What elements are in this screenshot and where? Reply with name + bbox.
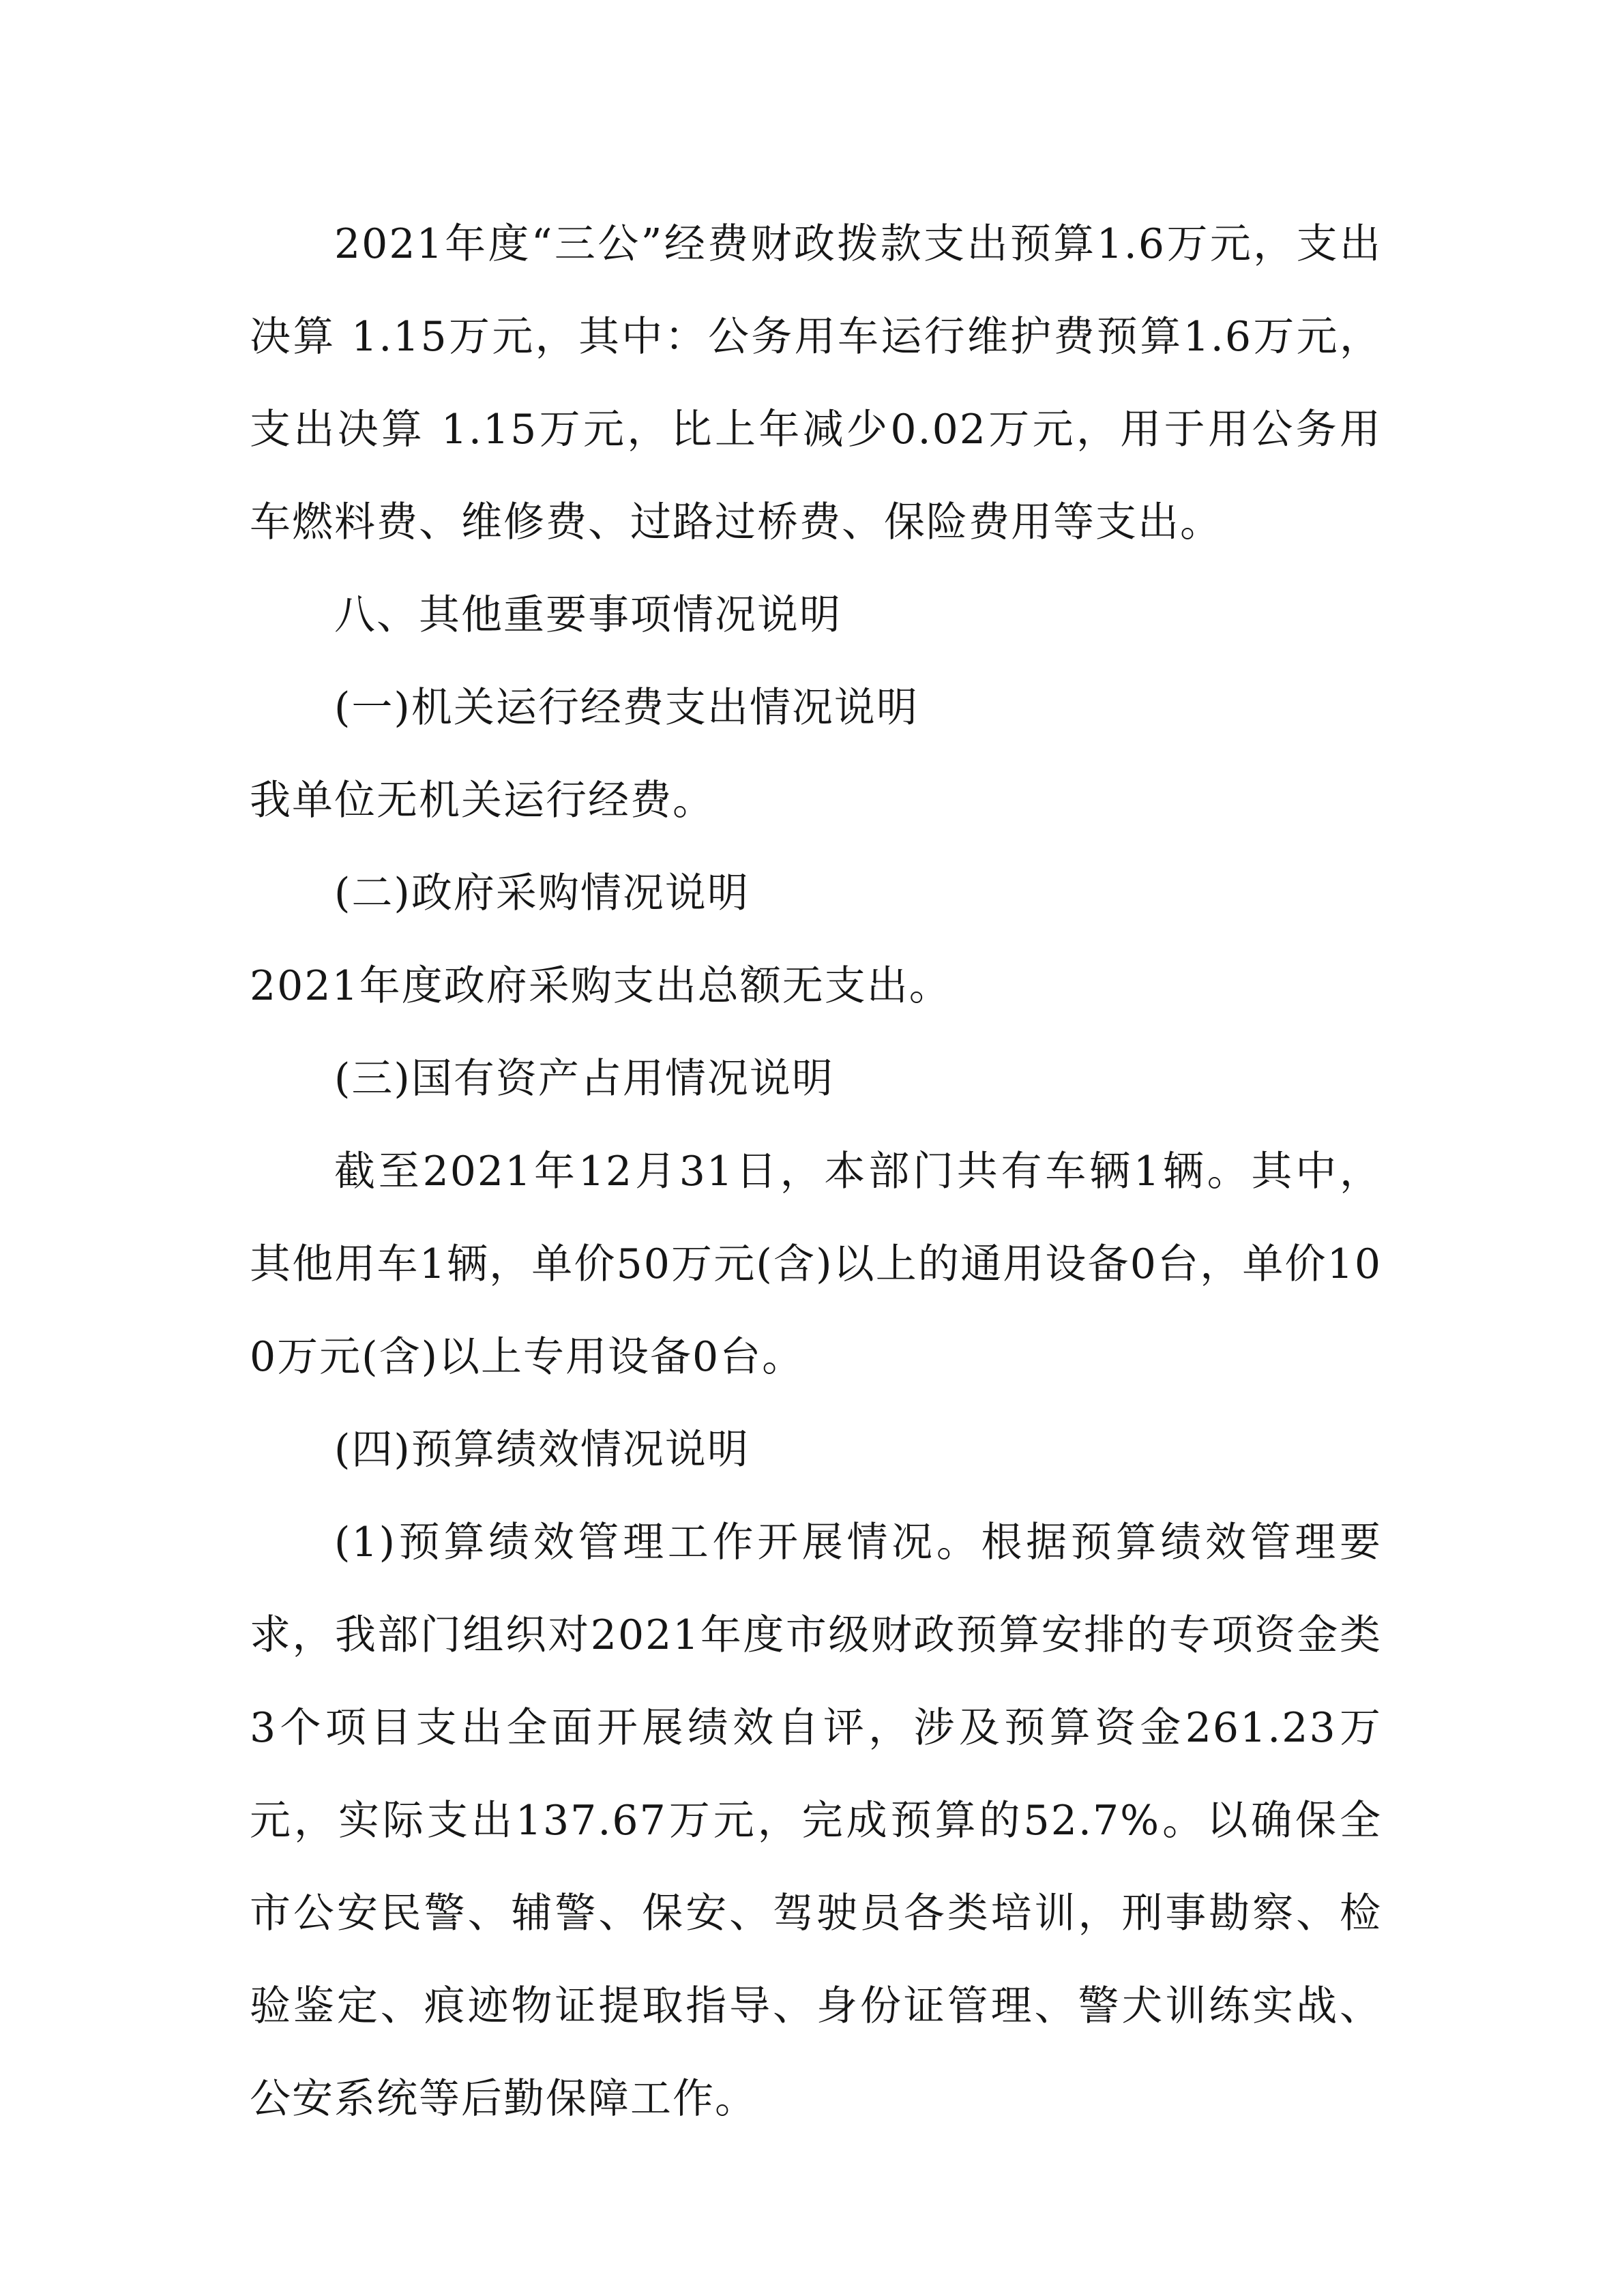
subheading-government-procurement: (二)政府采购情况说明	[334, 869, 750, 917]
subheading-budget-performance: (四)预算绩效情况说明	[334, 1426, 750, 1474]
section-heading-other-matters: 八、其他重要事项情况说明	[334, 591, 842, 639]
paragraph-operating-expenses: 我单位无机关运行经费。	[250, 777, 715, 824]
paragraph-budget-performance: (1)预算绩效管理工作开展情况。根据预算绩效管理要求，我部门组织对2021年度市级财政预算安排的专项资金类3个项目支出全面开展绩效自评，涉及预算资金261.23万元，实际支出137.67万元，完成预算的52.7%。以确保全市公安民警、辅警、保安、驾驶员各类培训，刑事勘察、检验鉴定、痕迹物证提取指导、身份证管理、警犬训练实战、公安系统等后勤保障工作。	[250, 1519, 1382, 2123]
document-body	[250, 198, 1382, 2145]
paragraph-government-procurement: 2021年度政府采购支出总额无支出。	[250, 962, 951, 1010]
paragraph-state-assets: 截至2021年12月31日，本部门共有车辆1辆。其中，其他用车1辆，单价50万元(含)以上的通用设备0台，单价100万元(含)以上专用设备0台。	[250, 1148, 1382, 1381]
subheading-operating-expenses: (一)机关运行经费支出情况说明	[334, 684, 919, 732]
subheading-state-assets: (三)国有资产占用情况说明	[334, 1055, 834, 1103]
paragraph-three-public-expenses: 2021年度“三公”经费财政拨款支出预算1.6万元，支出决算 1.15万元，其中：公务用车运行维护费预算1.6万元，支出决算 1.15万元，比上年减少0.02万元，用于用公务用车燃料费、维修费、过路过桥费、保险费用等支出。	[250, 220, 1382, 546]
